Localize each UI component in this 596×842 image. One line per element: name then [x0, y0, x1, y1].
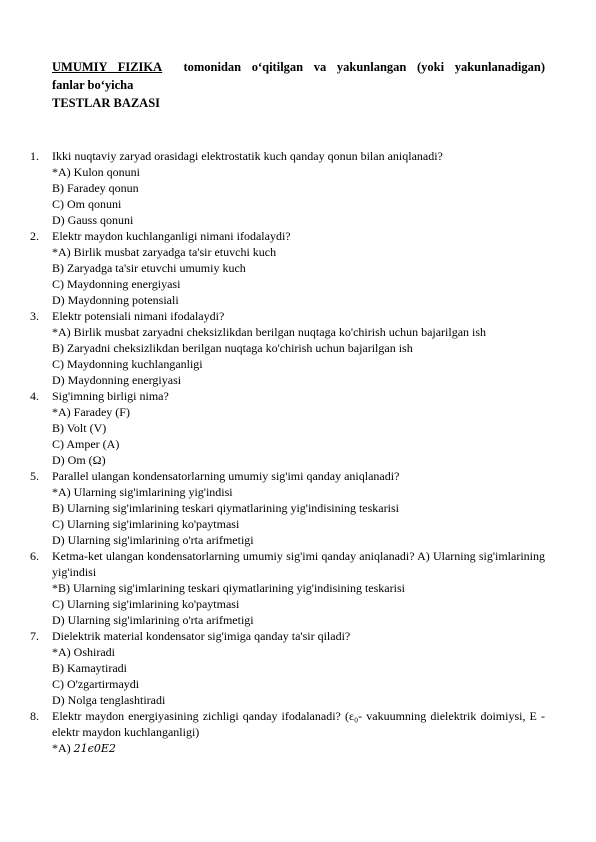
answer-option: *A) Kulon qonuni — [52, 165, 140, 179]
answer-option: *A) Oshiradi — [52, 645, 115, 659]
answer-option: C) Ularning sig'imlarining ko'paytmasi — [52, 517, 240, 531]
question-text: Parallel ulangan kondensatorlarning umumiy sig'imi qanday aniqlanadi? — [52, 469, 400, 483]
question-list — [30, 148, 545, 757]
question-item — [30, 388, 545, 468]
answer-option: B) Zaryadga ta'sir etuvchi umumiy kuch — [52, 261, 246, 275]
question-number: 4. — [30, 389, 39, 403]
question-item — [30, 468, 545, 548]
energy-density-formula: 21ϵ0E2 — [73, 742, 116, 755]
answer-option: *A) Birlik musbat zaryadni cheksizlikdan berilgan nuqtaga ko'chirish uchun bajarilgan ish — [52, 325, 487, 339]
question-number: 3. — [30, 309, 39, 323]
document-header — [52, 58, 545, 112]
answer-option: C) Amper (A) — [52, 437, 120, 451]
question-text: Elektr maydon energiyasining zichligi qanday ifodalanadi? (ε₀- vakuumning dielektrik doimiysi, E - elektr maydon kuchlanganligi) — [52, 709, 545, 739]
question-text: Sig'imning birligi nima? — [52, 389, 169, 403]
question-text: Elektr potensiali nimani ifodalaydi? — [52, 309, 225, 323]
header-line-1 — [52, 58, 545, 76]
header-line-2: fanlar bo‘yicha — [52, 78, 134, 92]
question-number: 2. — [30, 229, 39, 243]
question-item — [30, 548, 545, 628]
question-number: 6. — [30, 549, 39, 563]
question-item — [30, 228, 545, 308]
question-number: 1. — [30, 149, 39, 163]
answer-option: D) Maydonning potensiali — [52, 293, 179, 307]
answer-option: D) Ularning sig'imlarining o'rta arifmetigi — [52, 533, 254, 547]
answer-option: B) Faradey qonun — [52, 181, 139, 195]
answer-option — [52, 740, 545, 757]
question-number: 7. — [30, 629, 39, 643]
answer-option: C) O'zgartirmaydi — [52, 677, 140, 691]
answer-option: *A) Faradey (F) — [52, 405, 130, 419]
header-line-3: TESTLAR BAZASI — [52, 96, 161, 110]
question-text: Dielektrik material kondensator sig'imiga qanday ta'sir qiladi? — [52, 629, 351, 643]
answer-option: C) Maydonning energiyasi — [52, 277, 181, 291]
subject-title: UMUMIY FIZIKA — [52, 60, 163, 74]
answer-option: D) Ularning sig'imlarining o'rta arifmetigi — [52, 613, 254, 627]
answer-option: C) Maydonning kuchlanganligi — [52, 357, 203, 371]
answer-option: C) Om qonuni — [52, 197, 122, 211]
question-text: Ikki nuqtaviy zaryad orasidagi elektrostatik kuch qanday qonun bilan aniqlanadi? — [52, 149, 443, 163]
answer-option: B) Zaryadni cheksizlikdan berilgan nuqtaga ko'chirish uchun bajarilgan ish — [52, 341, 413, 355]
question-text: Elektr maydon kuchlanganligi nimani ifodalaydi? — [52, 229, 291, 243]
question-item — [30, 308, 545, 388]
answer-option: *B) Ularning sig'imlarining teskari qiymatlarining yig'indisining teskarisi — [52, 581, 405, 595]
answer-option-label: *A) — [52, 741, 71, 755]
question-item — [30, 708, 545, 757]
answer-option: *A) Ularning sig'imlarining yig'indisi — [52, 485, 233, 499]
header-title-rest: tomonidan o‘qitilgan va yakunlangan (yoki yakunlanadigan) — [183, 60, 546, 74]
answer-option: B) Volt (V) — [52, 421, 107, 435]
answer-option: D) Gauss qonuni — [52, 213, 134, 227]
answer-option: C) Ularning sig'imlarining ko'paytmasi — [52, 597, 240, 611]
answer-option: D) Om (Ω) — [52, 453, 106, 467]
question-item — [30, 148, 545, 228]
question-number: 8. — [30, 709, 39, 723]
answer-option: D) Maydonning energiyasi — [52, 373, 182, 387]
answer-option: B) Kamaytiradi — [52, 661, 127, 675]
answer-option: D) Nolga tenglashtiradi — [52, 693, 166, 707]
answer-option: *A) Birlik musbat zaryadga ta'sir etuvchi kuch — [52, 245, 277, 259]
question-item — [30, 628, 545, 708]
answer-option: B) Ularning sig'imlarining teskari qiymatlarining yig'indisining teskarisi — [52, 501, 399, 515]
question-text: Ketma-ket ulangan kondensatorlarning umumiy sig'imi qanday aniqlanadi? A) Ularning sig'imlarining yig'indisi — [52, 549, 545, 579]
question-number: 5. — [30, 469, 39, 483]
